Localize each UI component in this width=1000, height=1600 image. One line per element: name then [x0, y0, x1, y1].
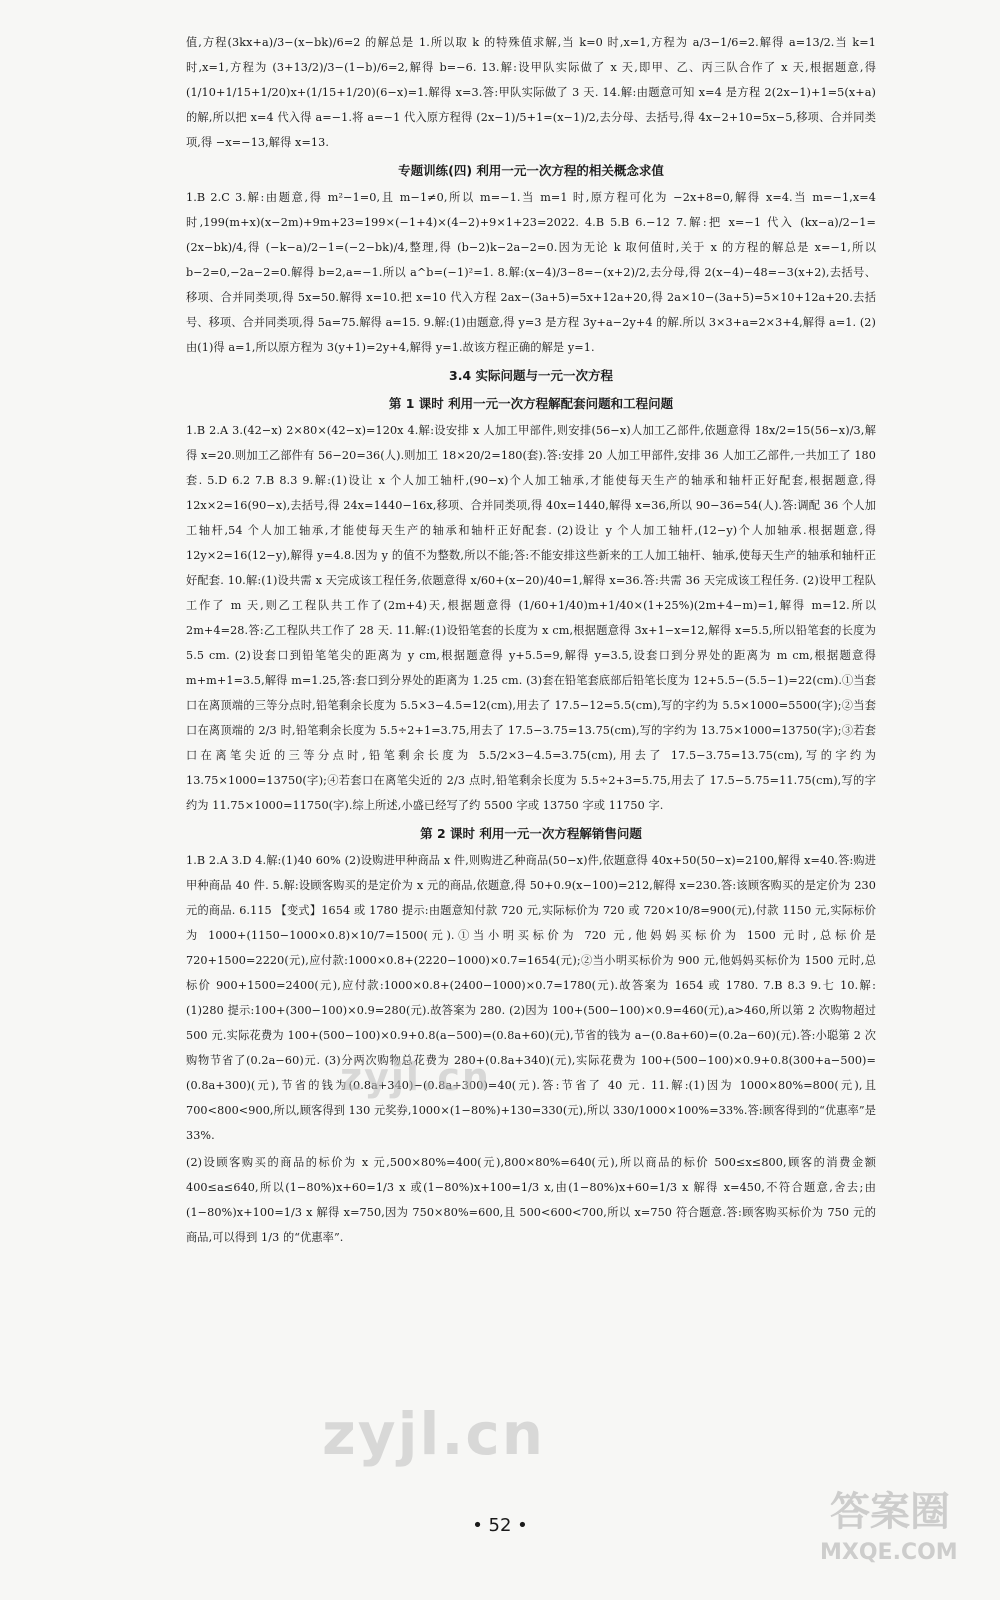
answer-block-continued: 值,方程(3kx+a)/3−(x−bk)/6=2 的解总是 1.所以取 k 的特殊值求解,当 k=0 时,x=1,方程为 a/3−1/6=2.解得 a=13/2.当 k=1 时,x=1,方程为 (3+13/2)/3−(1−b)/6=2,解得 b=−6. 13.解:设甲队实际做了 x 天,即甲、乙、丙三队合作了 x 天,根据题意,得 (1/10+1/15+1/20)x+(1/15+1/20)(6−x)=1.解得 x=3.答:甲队实际做了 3 天. 14.解:由题意可知 x=4 是方程 2(2x−1)+1=5(x+a)的解,所以把 x=4 代入得 a=−1.将 a=−1 代入原方程得 (2x−1)/5+1=(x−1)/2,去分母、去括号,得 4x−2+10=5x−5,移项、合并同类项,得 −x=−13,解得 x=13.: [186, 36, 876, 149]
logo-watermark: 答案圈: [830, 1489, 950, 1535]
answer-block-lesson-2: 1.B 2.A 3.D 4.解:(1)40 60% (2)设购进甲种商品 x 件,则购进乙种商品(50−x)件,依题意得 40x+50(50−x)=2100,解得 x=40.答:购进甲种商品 40 件. 5.解:设顾客购买的是定价为 x 元的商品,依题意,得 50+0.9(x−100)=212,解得 x=230.答:该顾客购买的是定价为 230 元的商品. 6.115 【变式】1654 或 1780 提示:由题意知付款 720 元,实际标价为 720 或 720×10/8=900(元),付款 1150 元,实际标价为 1000+(1150−1000×0.8)×10/7=1500(元).①当小明买标价为 720 元,他妈妈买标价为 1500 元时,总标价是 720+1500=2220(元),应付款:1000×0.8+(2220−1000)×0.7=1654(元);②当小明买标价为 900 元,他妈妈买标价为 1500 元时,总标价 900+1500=2400(元),应付款:1000×0.8+(2400−1000)×0.7=1780(元).故答案为 1654 或 1780. 7.B 8.3 9.七 10.解:(1)280 提示:100+(300−100)×0.9=280(元).故答案为 280. (2)因为 100+(500−100)×0.9=460(元),a>460,所以第 2 次购物超过 500 元.实际花费为 100+(500−100)×0.9+0.8(a−500)=(0.8a+60)(元),节省的钱为 a−(0.8a+60)=(0.2a−60)(元).答:小聪第 2 次购物节省了(0.2a−60)元. (3)分两次购物总花费为 280+(0.8a+340)(元),实际花费为 100+(500−100)×0.9+0.8(300+a−500)=(0.8a+300)(元),节省的钱为(0.8a+340)−(0.8a+300)=40(元).答:节省了 40 元. 11.解:(1)因为 1000×80%=800(元),且 700<800<900,所以,顾客得到 130 元奖券,1000×(1−80%)+130=330(元),所以 330/1000×100%=33%.答:顾客得到的“优惠率”是 33%.: [186, 854, 876, 1142]
page-content: [186, 30, 876, 1252]
page-number: • 52 •: [472, 1515, 528, 1536]
logo-url-watermark: MXQE.COM: [820, 1540, 958, 1565]
watermark-bottom: zyjl.cn: [322, 1400, 546, 1468]
answer-block-lesson-1: 1.B 2.A 3.(42−x) 2×80×(42−x)=120x 4.解:设安排 x 人加工甲部件,则安排(56−x)人加工乙部件,依题意得 18x/2=15(56−x)/3,解得 x=20.则加工乙部件有 56−20=36(人).则加工 18×20/2=180(套).答:安排 20 人加工甲部件,安排 36 人加工乙部件,一共加工了 180 套. 5.D 6.2 7.B 8.3 9.解:(1)设让 x 个人加工轴杆,(90−x)个人加工轴承,才能使每天生产的轴承和轴杆正好配套,根据题意,得 12x×2=16(90−x),去括号,得 24x=1440−16x,移项、合并同类项,得 40x=1440,解得 x=36,所以 90−36=54(人).答:调配 36 个人加工轴杆,54 个人加工轴承,才能使每天生产的轴承和轴杆正好配套. (2)设让 y 个人加工轴杆,(12−y)个人加轴承.根据题意,得 12y×2=16(12−y),解得 y=4.8.因为 y 的值不为整数,所以不能;答:不能安排这些新来的工人加工轴杆、轴承,使每天生产的轴承和轴杆正好配套. 10.解:(1)设共需 x 天完成该工程任务,依题意得 x/60+(x−20)/40=1,解得 x=36.答:共需 36 天完成该工程任务. (2)设甲工程队工作了 m 天,则乙工程队共工作了(2m+4)天,根据题意得 (1/60+1/40)m+1/40×(1+25%)(2m+4−m)=1,解得 m=12.所以 2m+4=28.答:乙工程队共工作了 28 天. 11.解:(1)设铅笔套的长度为 x cm,根据题意得 3x+1−x=12,解得 x=5.5,所以铅笔套的长度为 5.5 cm. (2)设套口到铅笔笔尖的距离为 y cm,根据题意得 y+5.5=9,解得 y=3.5,设套口到分界处的距离为 m cm,根据题意得 m+m+1=3.5,解得 m=1.25,答:套口到分界处的距离为 1.25 cm. (3)套在铅笔套底部后铅笔长度为 12+5.5−(5.5−1)=22(cm).①当套口在离顶端的三等分点时,铅笔剩余长度为 5.5×3−4.5=12(cm),用去了 17.5−12=5.5(cm),写的字约为 5.5×1000=5500(字);②当套口在离顶端的 2/3 时,铅笔剩余长度为 5.5÷2+1=3.75,用去了 17.5−3.75=13.75(cm),写的字约为 13.75×1000=13750(字);③若套口在离笔尖近的三等分点时,铅笔剩余长度为 5.5/2×3−4.5=3.75(cm),用去了 17.5−3.75=13.75(cm),写的字约为 13.75×1000=13750(字);④若套口在离笔尖近的 2/3 点时,铅笔剩余长度为 5.5÷2+3=5.75,用去了 17.5−5.75=11.75(cm),写的字约为 11.75×1000=11750(字).综上所述,小盛已经写了约 5500 字或 13750 字或 11750 字.: [186, 424, 876, 812]
lesson-1-heading: 第 1 课时 利用一元一次方程解配套问题和工程问题: [388, 396, 674, 411]
watermark-mid: zyjl.cn: [340, 1055, 491, 1099]
answer-block-lesson-2-part2: (2)设顾客购买的商品的标价为 x 元,500×80%=400(元),800×80%=640(元),所以商品的标价 500≤x≤800,顾客的消费金额 400≤a≤640,所以(1−80%)x+60=1/3 x 或(1−80%)x+100=1/3 x,由(1−80%)x+60=1/3 x 解得 x=450,不符合题意,舍去;由(1−80%)x+100=1/3 x 解得 x=750,因为 750×80%=600,且 500<600<700,所以 x=750 符合题意.答:顾客购买标价为 750 元的商品,可以得到 1/3 的“优惠率”.: [186, 1156, 876, 1244]
lesson-2-heading: 第 2 课时 利用一元一次方程解销售问题: [420, 826, 642, 841]
section-heading: 3.4 实际问题与一元一次方程: [449, 368, 613, 383]
special-training-heading: 专题训练(四) 利用一元一次方程的相关概念求值: [398, 163, 664, 178]
answer-block-special: 1.B 2.C 3.解:由题意,得 m²−1=0,且 m−1≠0,所以 m=−1.当 m=1 时,原方程可化为 −2x+8=0,解得 x=4.当 m=−1,x=4 时,199(m+x)(x−2m)+9m+23=199×(−1+4)×(4−2)+9×1+23=2022. 4.B 5.B 6.−12 7.解:把 x=−1 代入 (kx−a)/2−1=(2x−bk)/4,得 (−k−a)/2−1=(−2−bk)/4,整理,得 (b−2)k−2a−2=0.因为无论 k 取何值时,关于 x 的方程的解总是 x=−1,所以 b−2=0,−2a−2=0.解得 b=2,a=−1.所以 a^b=(−1)²=1. 8.解:(x−4)/3−8=−(x+2)/2,去分母,得 2(x−4)−48=−3(x+2),去括号、移项、合并同类项,得 5x=50.解得 x=10.把 x=10 代入方程 2ax−(3a+5)=5x+12a+20,得 2a×10−(3a+5)=5×10+12a+20.去括号、移项、合并同类项,得 5a=75.解得 a=15. 9.解:(1)由题意,得 y=3 是方程 3y+a−2y+4 的解.所以 3×3+a=2×3+4,解得 a=1. (2)由(1)得 a=1,所以原方程为 3(y+1)=2y+4,解得 y=1.故该方程正确的解是 y=1.: [186, 191, 876, 354]
